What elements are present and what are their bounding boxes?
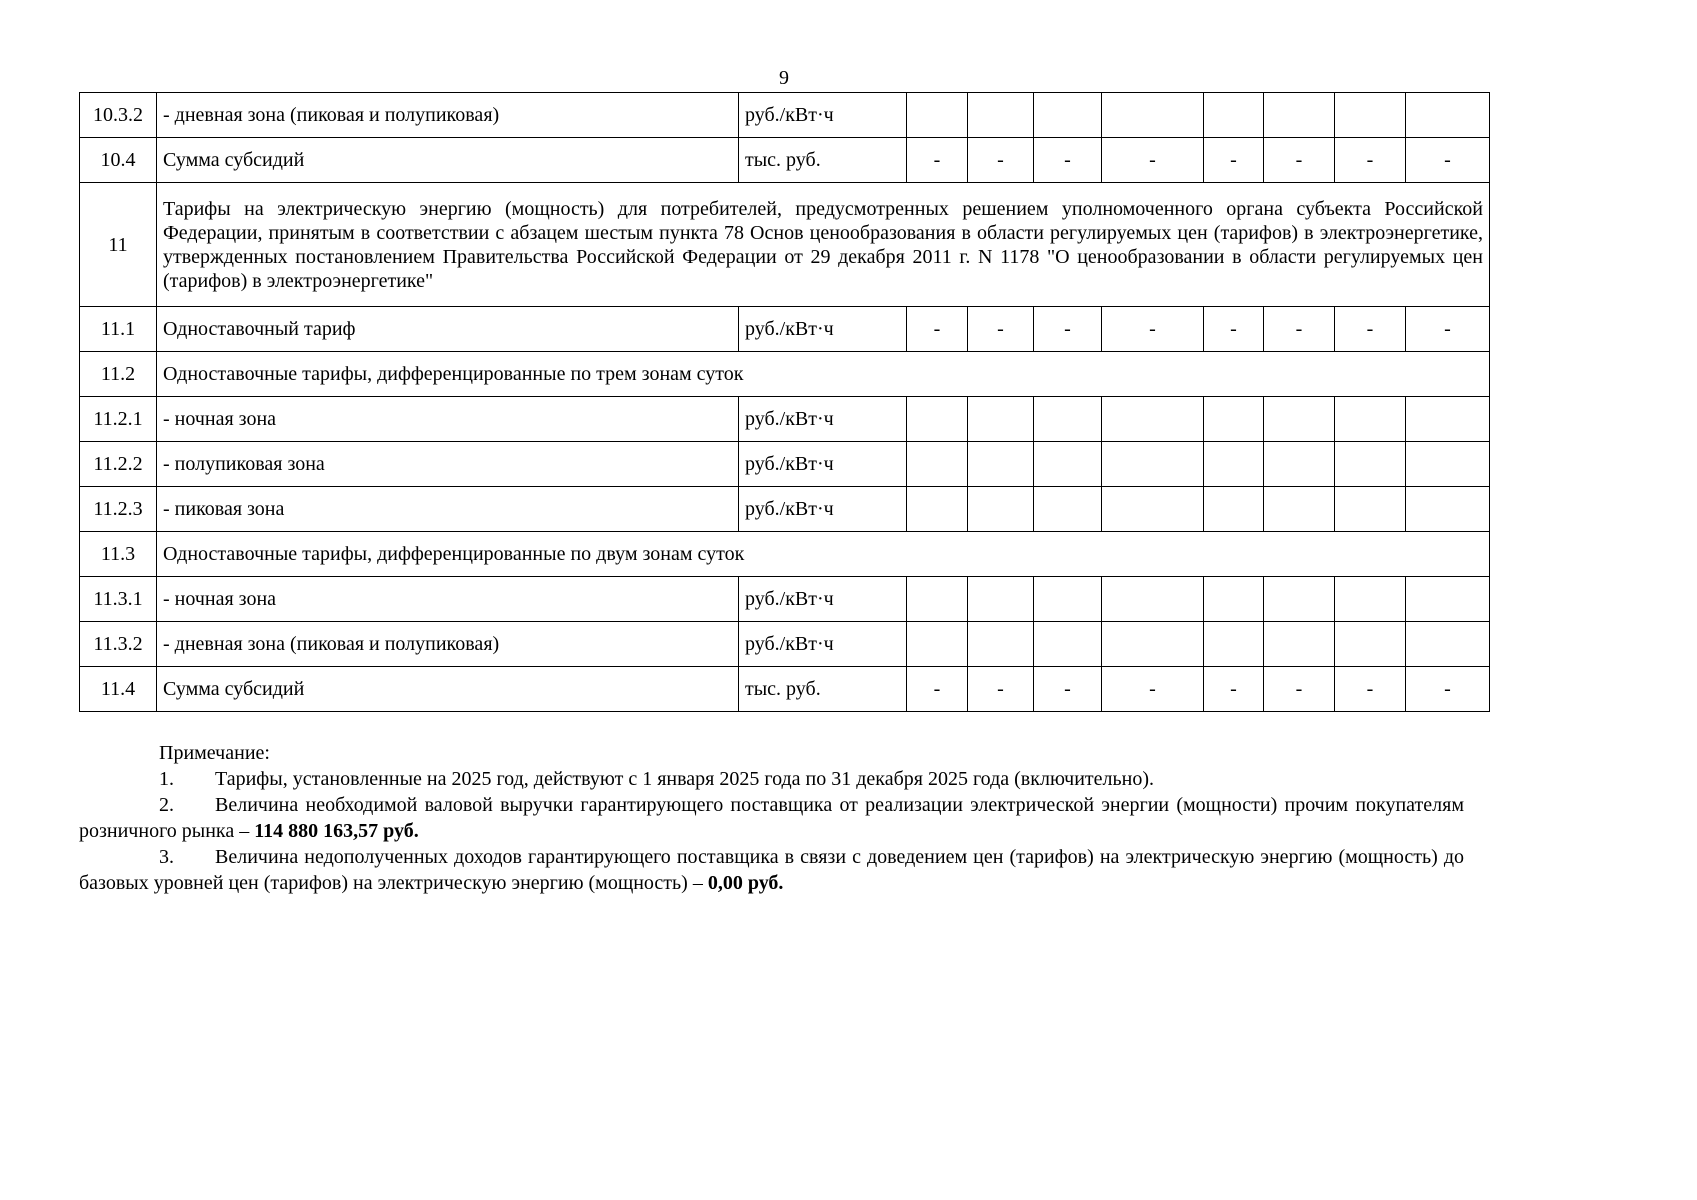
value-cell: -: [968, 307, 1034, 352]
row-unit: руб./кВт·ч: [739, 93, 907, 138]
row-name: - дневная зона (пиковая и полупиковая): [157, 622, 739, 667]
value-cell: [907, 93, 968, 138]
value-cell: [1406, 487, 1490, 532]
note-text: Величина необходимой валовой выручки гарантирующего поставщика от реализации электрической энергии (мощности) прочим покупателям розничного рынка –: [79, 794, 1464, 842]
value-cell: [1034, 442, 1102, 487]
row-number: 10.3.2: [80, 93, 157, 138]
value-cell: [1204, 397, 1264, 442]
row-name: - полупиковая зона: [157, 442, 739, 487]
value-cell: [1335, 93, 1406, 138]
value-cell: -: [1335, 307, 1406, 352]
table-row: [80, 138, 1490, 183]
row-name: - ночная зона: [157, 397, 739, 442]
page-number: 9: [779, 67, 789, 89]
row-number: 11.1: [80, 307, 157, 352]
row-number: 11.3: [80, 532, 157, 577]
row-name: Сумма субсидий: [157, 138, 739, 183]
row-unit: руб./кВт·ч: [739, 442, 907, 487]
note-amount: 114 880 163,57 руб.: [254, 820, 419, 842]
value-cell: [1264, 487, 1335, 532]
value-cell: [1102, 577, 1204, 622]
row-number: 10.4: [80, 138, 157, 183]
value-cell: [1102, 397, 1204, 442]
section-row: [80, 352, 1490, 397]
row-number: 11.4: [80, 667, 157, 712]
value-cell: [968, 93, 1034, 138]
row-name: - дневная зона (пиковая и полупиковая): [157, 93, 739, 138]
value-cell: [907, 442, 968, 487]
value-cell: -: [1034, 138, 1102, 183]
value-cell: [1034, 487, 1102, 532]
value-cell: -: [1264, 667, 1335, 712]
section-title: Одноставочные тарифы, дифференцированные по трем зонам суток: [157, 352, 1490, 397]
value-cell: [1034, 577, 1102, 622]
value-cell: -: [1264, 307, 1335, 352]
section-row: [80, 532, 1490, 577]
table-row: [80, 397, 1490, 442]
table-row: [80, 307, 1490, 352]
note-marker: 1.: [159, 768, 174, 790]
row-unit: руб./кВт·ч: [739, 577, 907, 622]
note-text: Тарифы, установленные на 2025 год, действуют с 1 января 2025 года по 31 декабря 2025 года (включительно).: [215, 768, 1154, 790]
value-cell: [1335, 397, 1406, 442]
section-row: [80, 183, 1490, 307]
note-marker: 3.: [159, 846, 174, 868]
value-cell: [907, 622, 968, 667]
value-cell: [907, 487, 968, 532]
value-cell: [1406, 622, 1490, 667]
value-cell: -: [907, 138, 968, 183]
value-cell: [968, 397, 1034, 442]
value-cell: -: [1406, 667, 1490, 712]
value-cell: -: [1034, 307, 1102, 352]
row-name: - пиковая зона: [157, 487, 739, 532]
notes-title: Примечание:: [159, 742, 270, 764]
value-cell: [1034, 93, 1102, 138]
row-name: Сумма субсидий: [157, 667, 739, 712]
value-cell: [1264, 93, 1335, 138]
tariff-table: [79, 92, 1490, 712]
section-title: Одноставочные тарифы, дифференцированные по двум зонам суток: [157, 532, 1490, 577]
value-cell: [1406, 397, 1490, 442]
value-cell: -: [1406, 138, 1490, 183]
value-cell: -: [907, 307, 968, 352]
value-cell: [1264, 397, 1335, 442]
notes-list: [79, 766, 1464, 896]
row-number: 11.2.1: [80, 397, 157, 442]
table-row: [80, 622, 1490, 667]
value-cell: [1335, 487, 1406, 532]
value-cell: -: [1102, 667, 1204, 712]
value-cell: [1204, 93, 1264, 138]
value-cell: [968, 577, 1034, 622]
row-unit: тыс. руб.: [739, 138, 907, 183]
table-row: [80, 487, 1490, 532]
row-unit: руб./кВт·ч: [739, 307, 907, 352]
value-cell: -: [1204, 138, 1264, 183]
value-cell: -: [1406, 307, 1490, 352]
note-text: Величина недополученных доходов гарантирующего поставщика в связи с доведением цен (тарифов) на электрическую энергию (мощность) до базовых уровней цен (тарифов) на электрическую энергию (мощность) –: [79, 846, 1464, 894]
value-cell: [1335, 622, 1406, 667]
value-cell: -: [1204, 307, 1264, 352]
value-cell: [1102, 442, 1204, 487]
row-unit: руб./кВт·ч: [739, 622, 907, 667]
row-number: 11.2.2: [80, 442, 157, 487]
value-cell: -: [1264, 138, 1335, 183]
value-cell: -: [968, 667, 1034, 712]
table-row: [80, 667, 1490, 712]
value-cell: [1264, 577, 1335, 622]
row-unit: руб./кВт·ч: [739, 397, 907, 442]
value-cell: [1264, 442, 1335, 487]
value-cell: [1264, 622, 1335, 667]
value-cell: [1406, 93, 1490, 138]
value-cell: [907, 397, 968, 442]
row-name: - ночная зона: [157, 577, 739, 622]
value-cell: [1204, 442, 1264, 487]
value-cell: [1102, 93, 1204, 138]
row-number: 11.2.3: [80, 487, 157, 532]
value-cell: [907, 577, 968, 622]
row-number: 11: [80, 183, 157, 307]
value-cell: [1034, 622, 1102, 667]
value-cell: [1204, 577, 1264, 622]
value-cell: -: [1102, 307, 1204, 352]
table-row: [80, 93, 1490, 138]
value-cell: -: [907, 667, 968, 712]
value-cell: [968, 487, 1034, 532]
row-number: 11.3.1: [80, 577, 157, 622]
value-cell: -: [968, 138, 1034, 183]
note-amount: 0,00 руб.: [707, 872, 784, 894]
value-cell: [968, 622, 1034, 667]
value-cell: [1204, 487, 1264, 532]
value-cell: [1406, 577, 1490, 622]
note-item: [79, 844, 1464, 896]
value-cell: [1102, 622, 1204, 667]
value-cell: -: [1335, 667, 1406, 712]
row-number: 11.2: [80, 352, 157, 397]
table-body: [80, 93, 1490, 712]
note-item: [79, 766, 1464, 792]
value-cell: [1034, 397, 1102, 442]
note-marker: 2.: [159, 794, 174, 816]
value-cell: [1102, 487, 1204, 532]
notes-section: [79, 740, 1464, 896]
row-name: Одноставочный тариф: [157, 307, 739, 352]
value-cell: [1406, 442, 1490, 487]
section-title: Тарифы на электрическую энергию (мощность) для потребителей, предусмотренных решением уполномоченного органа субъекта Российской Федерации, принятым в соответствии с абзацем шестым пункта 78 Основ ценообразования в области регулируемых цен (тарифов) в электроэнергетике, утвержденных постановлением Правительства Российской Федерации от 29 декабря 2011 г. N 1178 "О ценообразовании в области регулируемых цен (тарифов) в электроэнергетике": [157, 183, 1490, 307]
table-row: [80, 577, 1490, 622]
value-cell: -: [1204, 667, 1264, 712]
row-number: 11.3.2: [80, 622, 157, 667]
value-cell: [1204, 622, 1264, 667]
value-cell: -: [1102, 138, 1204, 183]
value-cell: -: [1335, 138, 1406, 183]
table-row: [80, 442, 1490, 487]
row-unit: руб./кВт·ч: [739, 487, 907, 532]
note-item: [79, 792, 1464, 844]
row-unit: тыс. руб.: [739, 667, 907, 712]
value-cell: -: [1034, 667, 1102, 712]
value-cell: [1335, 442, 1406, 487]
value-cell: [1335, 577, 1406, 622]
value-cell: [968, 442, 1034, 487]
